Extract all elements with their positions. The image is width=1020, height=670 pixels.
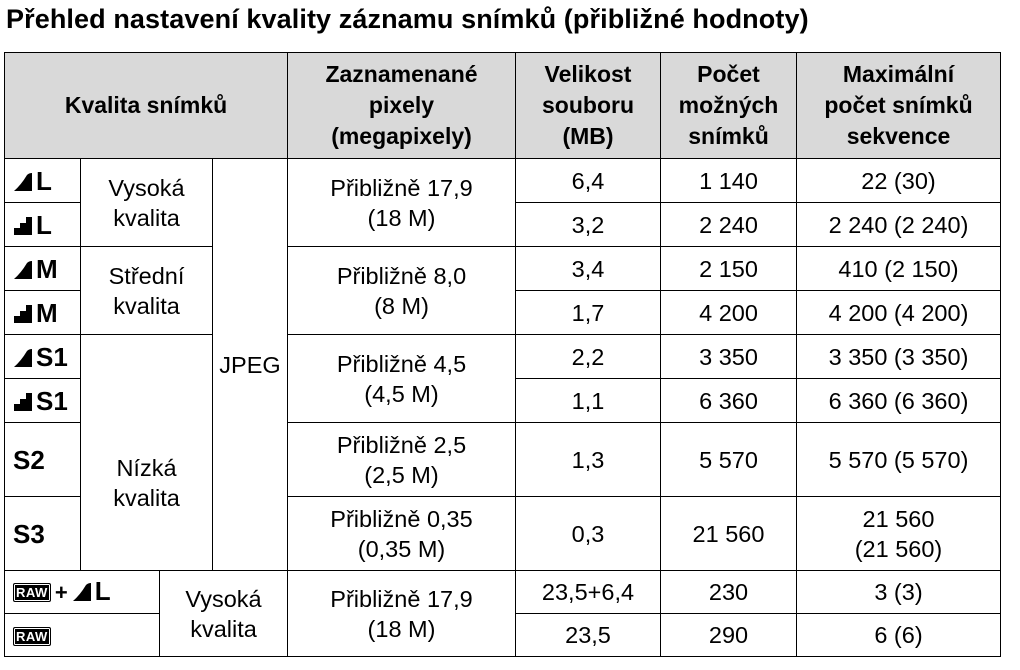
normal-quality-icon <box>13 392 33 412</box>
group-raw-high: Vysoká kvalita <box>160 571 288 657</box>
pixels-raw: Přibližně 17,9 (18 M) <box>288 571 516 657</box>
header-filesize: Velikost souboru (MB) <box>516 53 661 159</box>
page-title: Přehled nastavení kvality záznamu snímků (přibližné hodnoty) <box>6 4 809 34</box>
shot-count: 5 570 <box>661 423 797 497</box>
burst-count: 6 (6) <box>797 614 1001 657</box>
quality-label: M <box>36 253 58 284</box>
table-row <box>5 247 1001 291</box>
file-size: 3,2 <box>516 203 661 247</box>
pixels-s3: Přibližně 0,35 (0,35 M) <box>288 497 516 571</box>
shot-count: 290 <box>661 614 797 657</box>
normal-quality-icon <box>13 216 33 236</box>
shot-count: 2 240 <box>661 203 797 247</box>
quality-symbol <box>5 203 81 247</box>
table-header-row <box>5 53 1001 159</box>
quality-symbol <box>5 379 81 423</box>
burst-count: 5 570 (5 570) <box>797 423 1001 497</box>
quality-label: S3 <box>13 518 45 549</box>
header-burst: Maximální počet snímků sekvence <box>797 53 1001 159</box>
quality-symbol <box>5 571 160 614</box>
burst-count: 410 (2 150) <box>797 247 1001 291</box>
quality-symbol <box>5 247 81 291</box>
shot-count: 4 200 <box>661 291 797 335</box>
shot-count: 21 560 <box>661 497 797 571</box>
header-shots: Počet možných snímků <box>661 53 797 159</box>
file-size: 1,1 <box>516 379 661 423</box>
table-row <box>5 159 1001 203</box>
quality-label: L <box>36 165 52 196</box>
file-size: 0,3 <box>516 497 661 571</box>
file-size: 23,5 <box>516 614 661 657</box>
quality-symbol <box>5 335 81 379</box>
quality-label: M <box>36 297 58 328</box>
pixels-m: Přibližně 8,0 (8 M) <box>288 247 516 335</box>
fine-quality-icon <box>72 582 92 602</box>
quality-symbol <box>5 291 81 335</box>
file-size: 6,4 <box>516 159 661 203</box>
fine-quality-icon <box>13 172 33 192</box>
burst-count: 6 360 (6 360) <box>797 379 1001 423</box>
quality-table <box>4 52 1001 657</box>
table-row <box>5 335 1001 379</box>
shot-count: 6 360 <box>661 379 797 423</box>
file-size: 1,3 <box>516 423 661 497</box>
raw-icon: RAW <box>13 627 51 646</box>
fine-quality-icon <box>13 348 33 368</box>
quality-label: S1 <box>36 385 68 416</box>
group-medium: Střední kvalita <box>81 247 213 335</box>
file-size: 1,7 <box>516 291 661 335</box>
header-quality: Kvalita snímků <box>5 53 288 159</box>
quality-label: S1 <box>36 341 68 372</box>
burst-count: 22 (30) <box>797 159 1001 203</box>
quality-symbol <box>5 159 81 203</box>
plus-sign: + <box>54 580 68 605</box>
group-high: Vysoká kvalita <box>81 159 213 247</box>
quality-symbol <box>5 614 160 657</box>
quality-symbol <box>5 497 81 571</box>
raw-icon: RAW <box>13 583 51 602</box>
burst-count: 21 560 (21 560) <box>797 497 1001 571</box>
format-jpeg: JPEG <box>213 159 288 571</box>
pixels-l: Přibližně 17,9 (18 M) <box>288 159 516 247</box>
shot-count: 230 <box>661 571 797 614</box>
fine-quality-icon <box>13 260 33 280</box>
pixels-s1: Přibližně 4,5 (4,5 M) <box>288 335 516 423</box>
shot-count: 2 150 <box>661 247 797 291</box>
burst-count: 3 (3) <box>797 571 1001 614</box>
quality-symbol <box>5 423 81 497</box>
group-low: Nízká kvalita <box>81 335 213 571</box>
burst-count: 2 240 (2 240) <box>797 203 1001 247</box>
burst-count: 3 350 (3 350) <box>797 335 1001 379</box>
quality-label: S2 <box>13 444 45 475</box>
shot-count: 3 350 <box>661 335 797 379</box>
shot-count: 1 140 <box>661 159 797 203</box>
header-pixels: Zaznamenané pixely (megapixely) <box>288 53 516 159</box>
file-size: 23,5+6,4 <box>516 571 661 614</box>
quality-label: L <box>94 576 111 606</box>
burst-count: 4 200 (4 200) <box>797 291 1001 335</box>
pixels-s2: Přibližně 2,5 (2,5 M) <box>288 423 516 497</box>
table-row <box>5 571 1001 614</box>
normal-quality-icon <box>13 304 33 324</box>
file-size: 3,4 <box>516 247 661 291</box>
file-size: 2,2 <box>516 335 661 379</box>
quality-label: L <box>36 209 52 240</box>
